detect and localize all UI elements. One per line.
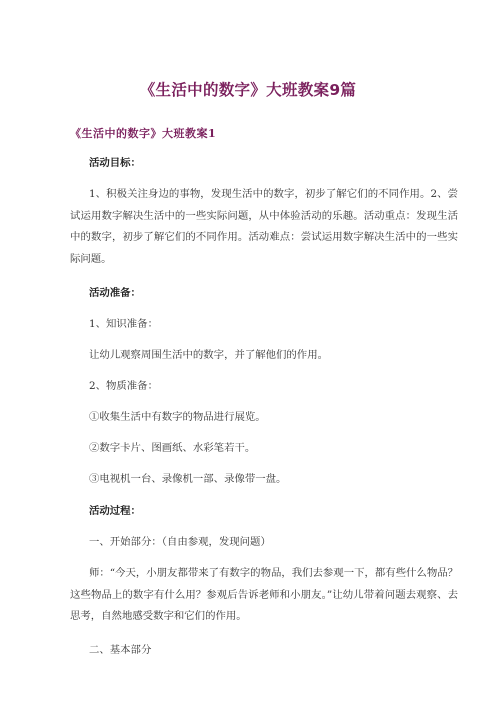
- prep-material-c: ③电视机一台、录像机一部、录像带一盘。: [89, 473, 287, 485]
- document-title: 《生活中的数字》大班教案9篇: [139, 81, 357, 99]
- goal-paragraph: 1、积极关注身边的事物，发现生活中的数字，初步了解它们的不同作用。2、尝试运用数字解决生活中的一些实际问题，从中体验活动的乐趣。活动重点：发现生活中的数字，初步了解它们的不同作用。活动难点：尝试运用数字解决生活中的一些实际问题。: [70, 188, 458, 265]
- prep-knowledge-text: 让幼儿观察周围生活中的数字，并了解他们的作用。: [89, 349, 328, 361]
- process-heading: 活动过程：: [89, 505, 141, 517]
- process-step-1: 一、开始部分：（自由参观，发现问题）: [89, 536, 271, 548]
- prep-material-a: ①收集生活中有数字的物品进行展览。: [89, 411, 266, 423]
- section-title: 《生活中的数字》大班教案1: [70, 127, 217, 140]
- prep-item-material: 2、物质准备：: [89, 380, 158, 392]
- process-step-2: 二、基本部分: [89, 644, 152, 656]
- prep-material-b: ②数字卡片、图画纸、水彩笔若干。: [89, 442, 256, 454]
- prep-item-knowledge: 1、知识准备：: [89, 318, 158, 330]
- process-step-1-paragraph: 师：“今天，小朋友都带来了有数字的物品，我们去参观一下，都有些什么物品？这些物品上的数字有什么用？参观后告诉老师和小朋友。”让幼儿带着问题去观察、去思考，自然地感受数字和它们的作用。: [70, 567, 458, 622]
- goal-heading: 活动目标：: [89, 157, 141, 169]
- prep-heading: 活动准备：: [89, 287, 141, 299]
